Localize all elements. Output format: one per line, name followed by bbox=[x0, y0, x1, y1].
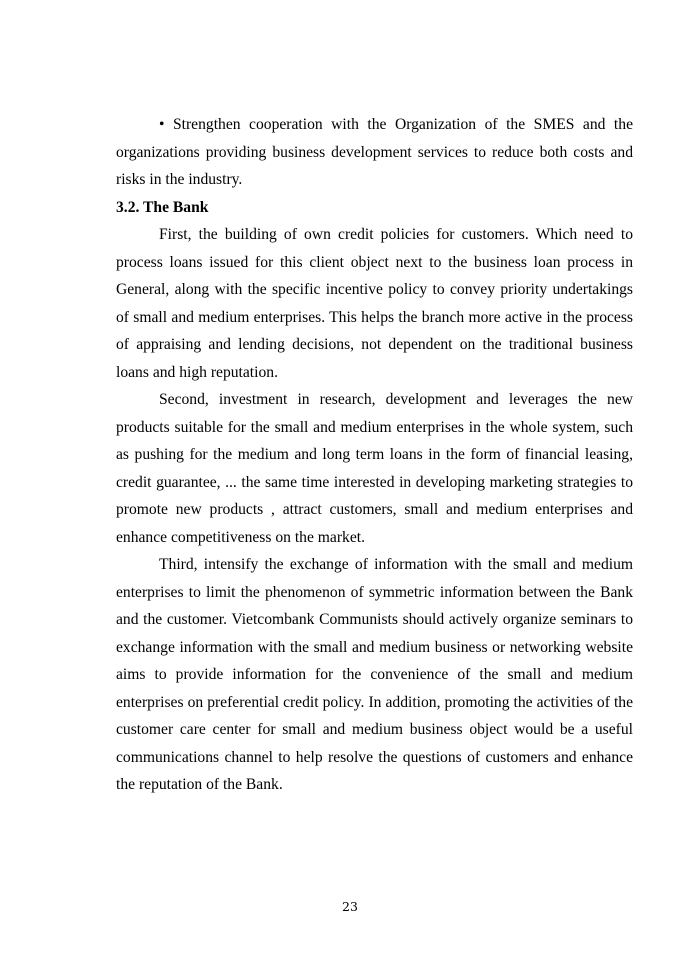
section-heading: 3.2. The Bank bbox=[116, 198, 209, 216]
bullet-paragraph bbox=[116, 111, 633, 194]
paragraph-second: Second, investment in research, development and leverages the new products suitable for the small and medium enterprises in the whole system, such as pushing for the medium and long term loans in the form of financial leasing, credit guarantee, ... the same time interested in developing marketing strategies to promote new products , attract customers, small and medium enterprises and enhance competitiveness on the market. bbox=[116, 391, 633, 546]
page-body bbox=[116, 111, 633, 799]
bullet-marker: • bbox=[159, 116, 165, 133]
bullet-text: Strengthen cooperation with the Organization of the SMES and the organizations providing business development services to reduce both costs and risks in the industry. bbox=[116, 116, 633, 188]
paragraph-first: First, the building of own credit policies for customers. Which need to process loans issued for this client object next to the business loan process in General, along with the specific incentive policy to convey priority undertakings of small and medium enterprises. This helps the branch more active in the process of appraising and lending decisions, not dependent on the traditional business loans and high reputation. bbox=[116, 226, 633, 381]
paragraph-third: Third, intensify the exchange of information with the small and medium enterprises to limit the phenomenon of symmetric information between the Bank and the customer. Vietcombank Communists should actively organize seminars to exchange information with the small and medium business or networking website aims to provide information for the convenience of the small and medium enterprises on preferential credit policy. In addition, promoting the activities of the customer care center for small and medium business object would be a useful communications channel to help resolve the questions of customers and enhance the reputation of the Bank. bbox=[116, 556, 633, 793]
page-number: 23 bbox=[342, 899, 358, 914]
